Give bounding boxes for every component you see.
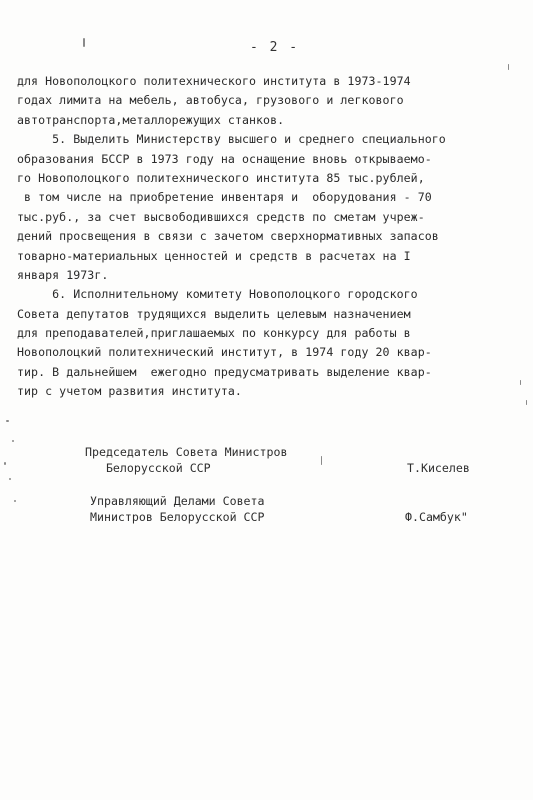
scan-speck bbox=[6, 420, 9, 422]
scan-speck bbox=[520, 380, 521, 385]
signatory-title: Министров Белорусской ССР bbox=[90, 510, 265, 524]
body-line: 5. Выделить Министерству высшего и среднего специального bbox=[17, 132, 446, 147]
signatory-name: Т.Киселев bbox=[407, 461, 470, 475]
body-line: автотранспорта,металлорежущих станков. bbox=[17, 112, 285, 127]
body-line: для преподавателей,приглашаемых по конкурсу для работы в bbox=[17, 326, 411, 341]
body-line: годах лимита на мебель, автобуса, грузового и легкового bbox=[17, 93, 404, 108]
signatory-name: Ф.Самбук" bbox=[405, 510, 468, 524]
signatory-title: Белорусской ССР bbox=[85, 461, 211, 475]
scan-speck bbox=[526, 400, 527, 405]
scan-speck bbox=[508, 64, 509, 70]
scan-speck bbox=[12, 440, 14, 442]
body-line: тир. В дальнейшем ежегодно предусматривать выделение квар- bbox=[17, 364, 432, 379]
scan-speck bbox=[83, 38, 85, 47]
body-line: 6. Исполнительному комитету Новополоцкого городского bbox=[17, 287, 418, 302]
body-line: для Новополоцкого политехнического института в 1973-1974 bbox=[17, 74, 411, 88]
scan-speck bbox=[4, 462, 6, 465]
body-line: января 1973г. bbox=[17, 267, 109, 282]
body-line: тыс.руб., за счет высвободившихся средств по сметам учреж- bbox=[17, 209, 425, 224]
body-line: Новополоцкий политехнический институт, в 1974 году 20 квар- bbox=[17, 345, 432, 360]
signatory-title: Управляющий Делами Совета bbox=[90, 494, 265, 508]
scan-speck bbox=[14, 500, 16, 502]
body-line: в том числе на приобретение инвентаря и оборудования - 70 bbox=[17, 190, 432, 205]
page-number: - 2 - bbox=[250, 40, 300, 55]
scan-speck bbox=[321, 456, 322, 465]
body-line: тир с учетом развития института. bbox=[17, 384, 242, 399]
signatory-title: Председатель Совета Министров bbox=[85, 445, 288, 459]
body-text bbox=[17, 72, 517, 402]
body-line: дений просвещения в связи с зачетом сверхнормативных запасов bbox=[17, 229, 439, 244]
body-line: товарно-материальных ценностей и средств в расчетах на I bbox=[17, 248, 411, 263]
scan-speck bbox=[9, 478, 11, 480]
body-line: го Новополоцкого политехнического института 85 тыс.рублей, bbox=[17, 170, 425, 185]
body-line: образования БССР в 1973 году на оснащение вновь открываемо- bbox=[17, 151, 432, 166]
body-line: Совета депутатов трудящихся выделить целевым назначением bbox=[17, 306, 411, 321]
